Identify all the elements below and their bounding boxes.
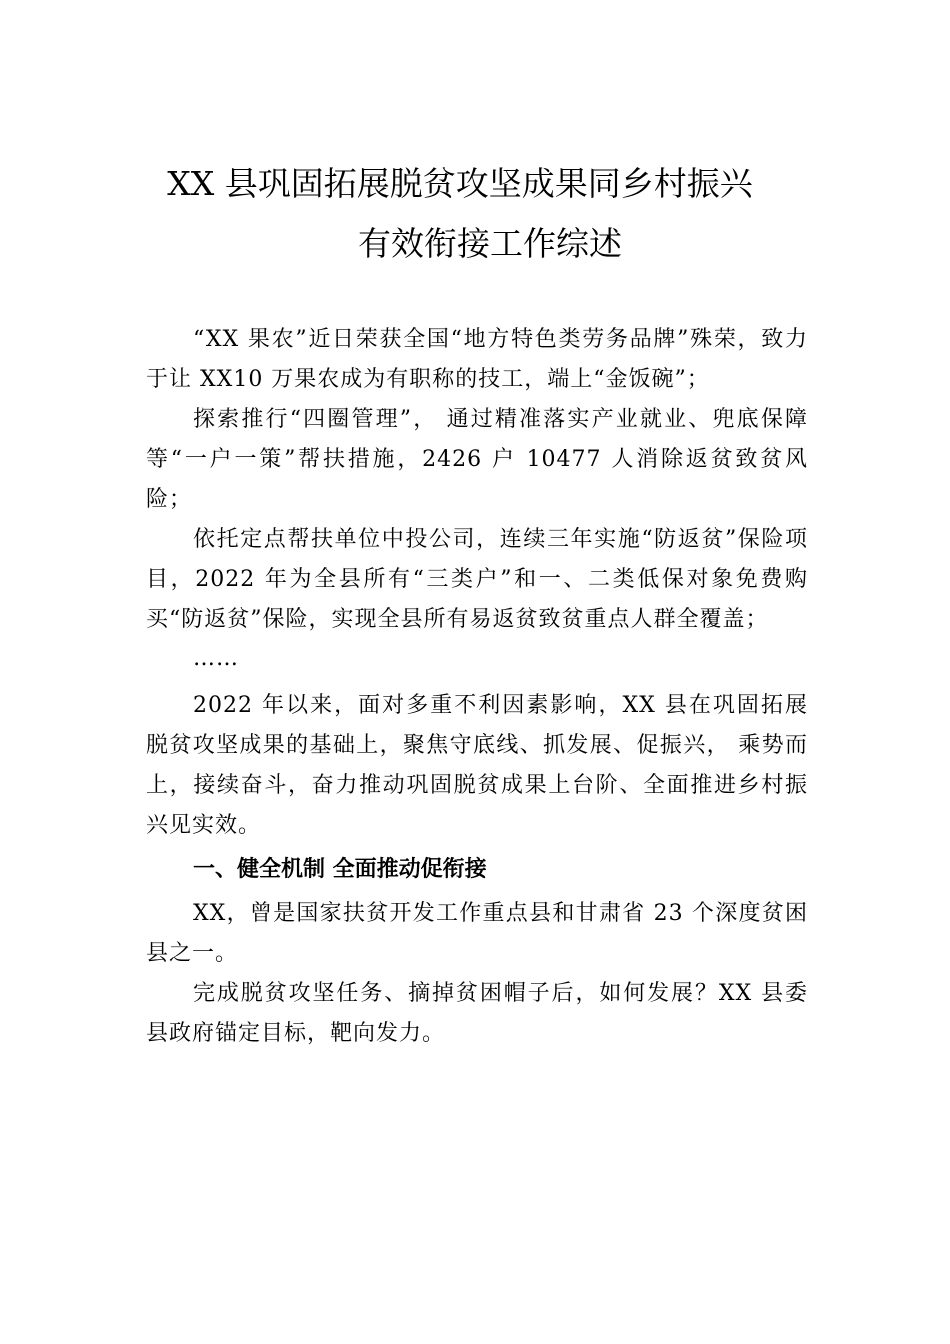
paragraph-county-history: XX，曾是国家扶贫开发工作重点县和甘肃省 23 个深度贫困县之一。 [146,901,808,966]
paragraph-fruit-farmers: “XX 果农”近日荣获全国“地方特色类劳务品牌”殊荣，致力于让 XX10 万果农成为有职称的技工，端上“金饭碗”； [146,327,808,392]
paragraph-since-2022: 2022 年以来，面对多重不利因素影响，XX 县在巩固拓展脱贫攻坚成果的基础上，聚焦守底线、抓发展、促振兴， 乘势而上，接续奋斗，奋力推动巩固脱贫成果上台阶、全面推进乡村振兴见实效。 [146,693,808,838]
section-heading-1: 一、健全机制 全面推动促衔接 [193,857,487,882]
document-title-line-2: 有效衔接工作综述 [358,224,622,263]
paragraph-insurance: 依托定点帮扶单位中投公司，连续三年实施“防返贫”保险项目，2022 年为全县所有“三类户”和一、二类低保对象免费购买“防返贫”保险，实现全县所有易返贫致贫重点人群全覆盖； [146,527,808,632]
document-title-line-1: XX 县巩固拓展脱贫攻坚成果同乡村振兴 [167,164,753,203]
paragraph-ellipsis: …… [193,646,239,671]
document-body [146,320,808,1054]
paragraph-development: 完成脱贫攻坚任务、摘掉贫困帽子后，如何发展？XX 县委县政府锚定目标，靶向发力。 [146,981,808,1046]
paragraph-four-circles: 探索推行“四圈管理”， 通过精准落实产业就业、兜底保障等“一户一策”帮扶措施，2426 户 10477 人消除返贫致贫风险； [146,407,808,512]
